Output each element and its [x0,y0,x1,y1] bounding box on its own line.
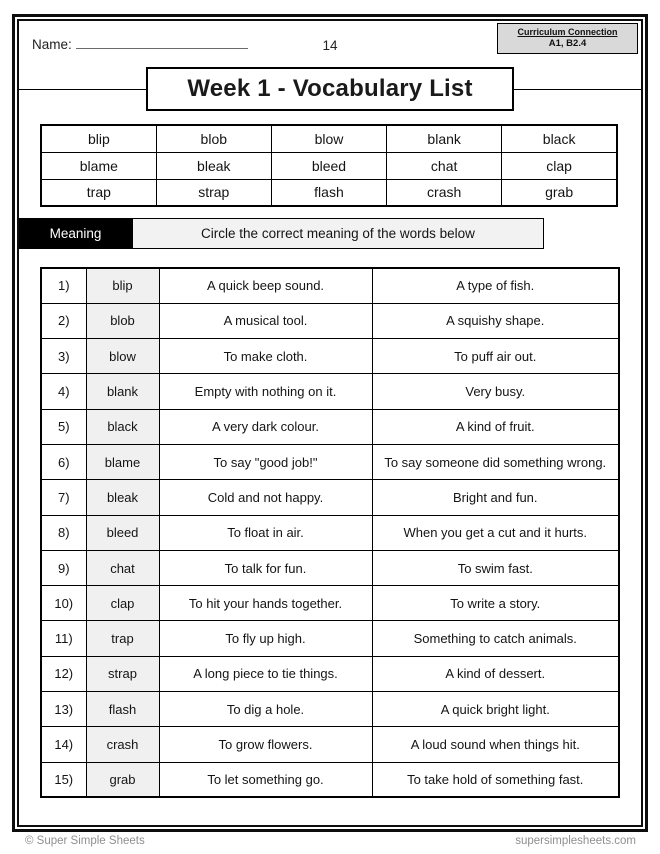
question-number: 6) [41,444,86,479]
question-number: 5) [41,409,86,444]
word-bank-cell: blow [271,125,386,152]
word-bank-cell: blip [41,125,156,152]
question-number: 11) [41,621,86,656]
question-row [41,727,619,762]
meaning-option-b[interactable]: When you get a cut and it hurts. [372,515,619,550]
meaning-option-a[interactable]: To float in air. [159,515,372,550]
meaning-option-b[interactable]: Bright and fun. [372,480,619,515]
worksheet-title: Week 1 - Vocabulary List [187,75,473,102]
meaning-option-a[interactable]: A very dark colour. [159,409,372,444]
meaning-option-a[interactable]: To hit your hands together. [159,586,372,621]
word-bank-row [41,179,617,206]
question-number: 7) [41,480,86,515]
name-label: Name: [32,37,72,52]
curriculum-title: Curriculum Connection [517,27,618,37]
meaning-option-a[interactable]: To make cloth. [159,339,372,374]
word-bank-table [40,124,618,207]
question-word: blow [86,339,159,374]
title-band [19,67,641,111]
meaning-option-b[interactable]: A squishy shape. [372,303,619,338]
word-bank-cell: chat [387,152,502,179]
meaning-option-b[interactable]: To say someone did something wrong. [372,444,619,479]
word-bank-cell: clap [502,152,617,179]
question-row [41,374,619,409]
page-frame [12,14,648,832]
meaning-option-a[interactable]: To talk for fun. [159,550,372,585]
question-word: trap [86,621,159,656]
question-row [41,692,619,727]
question-number: 4) [41,374,86,409]
question-word: chat [86,550,159,585]
word-bank-cell: black [502,125,617,152]
word-bank-row [41,125,617,152]
header [19,21,641,61]
question-number: 10) [41,586,86,621]
question-number: 12) [41,656,86,691]
question-row [41,303,619,338]
word-bank-cell: trap [41,179,156,206]
meaning-option-b[interactable]: To take hold of something fast. [372,762,619,797]
meaning-option-a[interactable]: A quick beep sound. [159,268,372,303]
meaning-option-b[interactable]: A kind of fruit. [372,409,619,444]
question-word: bleed [86,515,159,550]
question-number: 2) [41,303,86,338]
question-number: 14) [41,727,86,762]
question-word: black [86,409,159,444]
meaning-option-b[interactable]: Very busy. [372,374,619,409]
worksheet-title-box [146,67,514,111]
questions-table-body [41,268,619,797]
question-row [41,586,619,621]
question-number: 8) [41,515,86,550]
question-number: 15) [41,762,86,797]
meaning-option-b[interactable]: To write a story. [372,586,619,621]
question-word: strap [86,656,159,691]
meaning-option-b[interactable]: A type of fish. [372,268,619,303]
footer-copyright: © Super Simple Sheets [25,835,145,847]
word-bank-cell: blob [156,125,271,152]
question-row [41,409,619,444]
question-row [41,444,619,479]
instruction-text: Circle the correct meaning of the words below [132,218,544,249]
word-bank-cell: flash [271,179,386,206]
meaning-option-a[interactable]: A musical tool. [159,303,372,338]
word-bank-body [41,125,617,206]
word-bank-cell: grab [502,179,617,206]
question-word: clap [86,586,159,621]
meaning-option-a[interactable]: To grow flowers. [159,727,372,762]
question-row [41,339,619,374]
question-number: 3) [41,339,86,374]
questions-table [40,267,620,798]
word-bank-cell: crash [387,179,502,206]
question-word: blame [86,444,159,479]
question-number: 1) [41,268,86,303]
page-number: 14 [322,38,338,53]
meaning-option-b[interactable]: A loud sound when things hit. [372,727,619,762]
curriculum-connection-box [497,23,638,54]
question-word: grab [86,762,159,797]
footer-website: supersimplesheets.com [515,835,636,847]
question-row [41,656,619,691]
meaning-option-a[interactable]: To dig a hole. [159,692,372,727]
question-word: flash [86,692,159,727]
meaning-option-b[interactable]: A quick bright light. [372,692,619,727]
question-word: blank [86,374,159,409]
curriculum-codes: A1, B2.4 [548,38,587,49]
question-word: crash [86,727,159,762]
question-row [41,480,619,515]
question-word: blob [86,303,159,338]
word-bank-cell: blame [41,152,156,179]
question-row [41,762,619,797]
meaning-option-a[interactable]: To let something go. [159,762,372,797]
question-number: 9) [41,550,86,585]
question-number: 13) [41,692,86,727]
question-word: blip [86,268,159,303]
meaning-label: Meaning [19,218,132,249]
question-word: bleak [86,480,159,515]
question-row [41,515,619,550]
question-row [41,268,619,303]
meaning-option-b[interactable]: To puff air out. [372,339,619,374]
word-bank-cell: bleak [156,152,271,179]
meaning-bar [19,218,641,249]
question-row [41,550,619,585]
question-row [41,621,619,656]
word-bank-row [41,152,617,179]
word-bank-cell: blank [387,125,502,152]
meaning-option-a[interactable]: Cold and not happy. [159,480,372,515]
word-bank-cell: bleed [271,152,386,179]
footer [25,835,636,847]
meaning-option-b[interactable]: A kind of dessert. [372,656,619,691]
page-frame-inner [17,19,643,827]
meaning-option-b[interactable]: Something to catch animals. [372,621,619,656]
meaning-option-a[interactable]: To fly up high. [159,621,372,656]
word-bank-cell: strap [156,179,271,206]
meaning-option-a[interactable]: Empty with nothing on it. [159,374,372,409]
meaning-option-a[interactable]: A long piece to tie things. [159,656,372,691]
meaning-option-b[interactable]: To swim fast. [372,550,619,585]
meaning-option-a[interactable]: To say "good job!" [159,444,372,479]
